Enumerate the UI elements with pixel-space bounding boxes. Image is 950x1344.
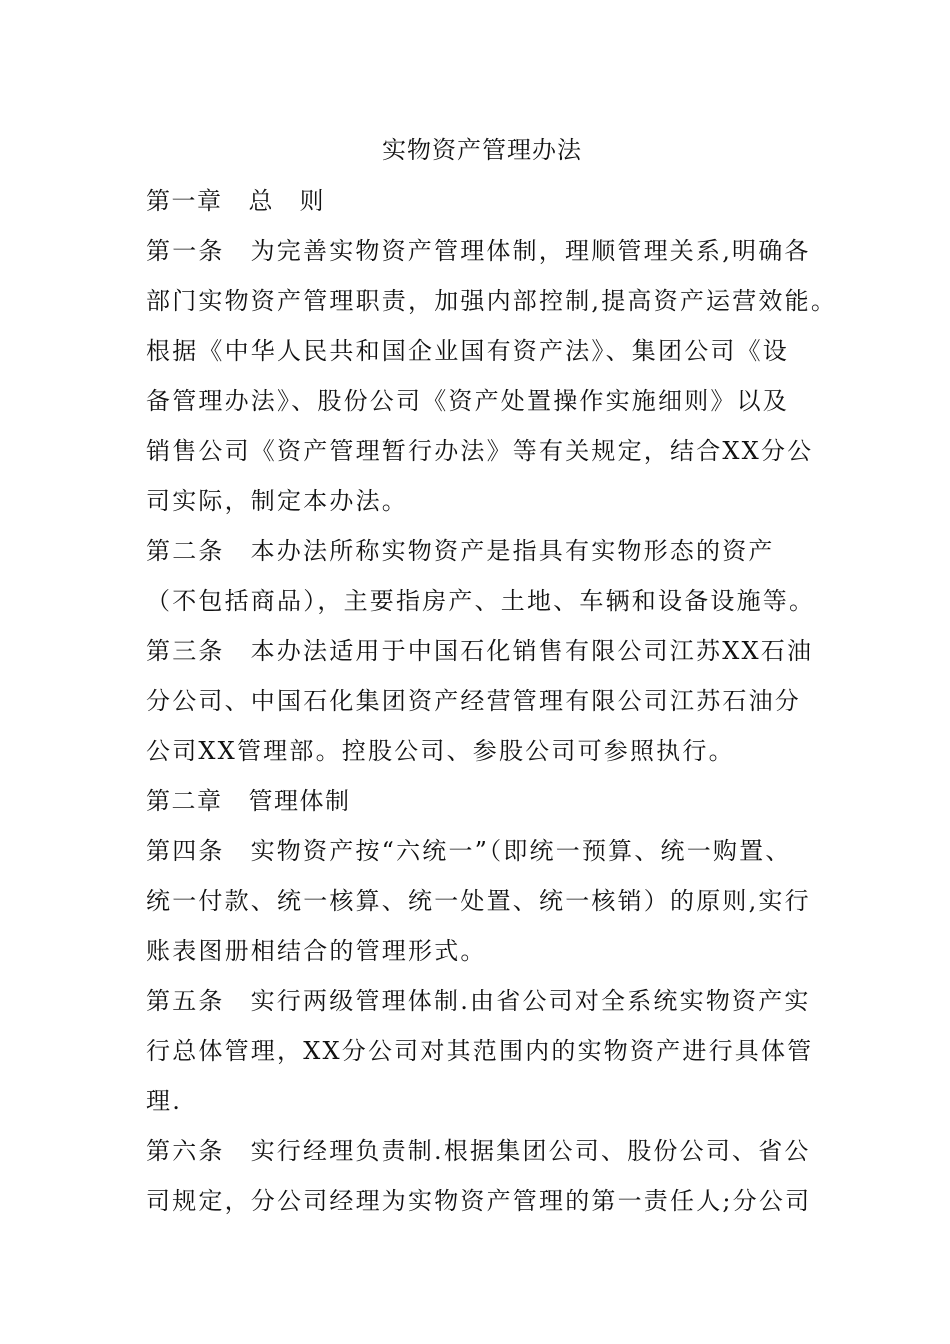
document-title: 实物资产管理办法: [382, 136, 582, 164]
article-line: [146, 526, 818, 576]
chapter-title: 总 则: [248, 187, 325, 215]
article-line: [146, 226, 818, 276]
chapter-heading: [146, 176, 818, 226]
line-text: 备管理办法》、股份公司《资产处置操作实施细则》以及: [146, 387, 789, 415]
article-line: [146, 1126, 818, 1176]
article-line: [146, 826, 818, 876]
document-body: [146, 176, 838, 1226]
line-text: 账表图册相结合的管理形式。: [146, 937, 487, 965]
chapter-title: 管理体制: [248, 787, 351, 815]
text-line: [146, 1026, 818, 1076]
chapter-number: 第二章: [146, 787, 223, 815]
text-line: [146, 476, 818, 526]
line-text: 本办法所称实物资产是指具有实物形态的资产: [250, 537, 775, 565]
text-line: [146, 876, 818, 926]
article-number: 第二条: [146, 537, 225, 565]
line-text: 统一付款、统一核算、统一处置、统一核销）的原则,实行: [146, 887, 811, 915]
line-text: 行总体管理，XX分公司对其范围内的实物资产进行具体管: [146, 1037, 814, 1065]
line-text: 实行两级管理体制.由省公司对全系统实物资产实: [250, 987, 811, 1015]
line-text: 公司XX管理部。控股公司、参股公司可参照执行。: [146, 737, 735, 765]
chapter-number: 第一章: [146, 187, 223, 215]
article-number: 第一条: [146, 237, 225, 265]
line-text: 理.: [146, 1087, 183, 1115]
text-line: [146, 376, 818, 426]
article-line: [146, 976, 818, 1026]
text-line: [146, 676, 818, 726]
chapter-heading: [146, 776, 818, 826]
article-number: 第三条: [146, 637, 225, 665]
article-number: 第五条: [146, 987, 225, 1015]
line-text: 司实际，制定本办法。: [146, 487, 408, 515]
line-text: 司规定，分公司经理为实物资产管理的第一责任人;分公司: [146, 1187, 812, 1215]
text-line: [146, 1176, 818, 1226]
text-line: [146, 726, 818, 776]
line-text: 本办法适用于中国石化销售有限公司江苏XX石油: [250, 637, 814, 665]
text-line: [146, 426, 818, 476]
line-text: 销售公司《资产管理暂行办法》等有关规定，结合XX分公: [146, 437, 814, 465]
text-line: [146, 1076, 818, 1126]
text-line: [146, 926, 818, 976]
text-line: [146, 276, 838, 326]
line-text: 实物资产按“六统一”（即统一预算、统一购置、: [250, 837, 792, 865]
line-text: 为完善实物资产管理体制，理顺管理关系,明确各: [250, 237, 811, 265]
article-line: [146, 626, 818, 676]
line-text: 分公司、中国石化集团资产经营管理有限公司江苏石油分: [146, 687, 801, 715]
article-number: 第四条: [146, 837, 225, 865]
line-text: 根据《中华人民共和国企业国有资产法》、集团公司《设: [146, 337, 789, 365]
line-text: 实行经理负责制.根据集团公司、股份公司、省公: [250, 1137, 811, 1165]
text-line: [146, 576, 818, 626]
article-number: 第六条: [146, 1137, 225, 1165]
document-page: [146, 126, 838, 1226]
text-line: [146, 326, 818, 376]
line-text: 部门实物资产管理职责，加强内部控制,提高资产运营效能。: [146, 287, 838, 315]
line-text: （不包括商品），主要指房产、土地、车辆和设备设施等。: [146, 587, 816, 615]
